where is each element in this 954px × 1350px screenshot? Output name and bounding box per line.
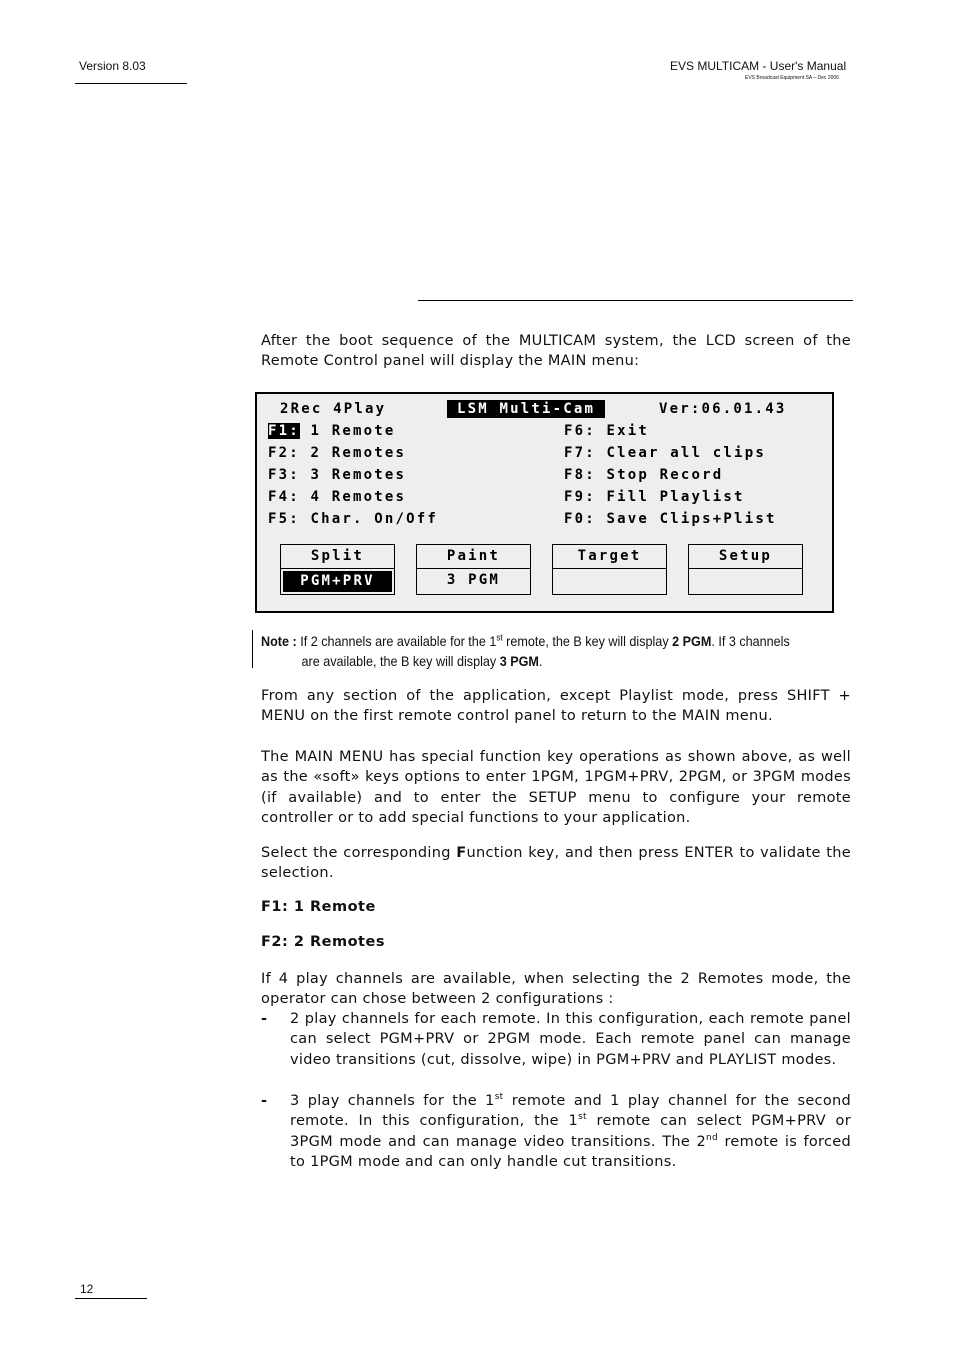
lcd-status: 2Rec 4Play [280,401,387,417]
soft-key-target-bottom [553,569,666,594]
soft-key-split [280,544,395,595]
lcd-f5: F5: Char. On/Off [268,511,439,527]
lcd-f0: F0: Save Clips+Plist [564,511,777,527]
header-manual-subtitle: EVS Broadcast Equipment SA – Dec 2006 [745,75,839,81]
lcd-screen [255,392,834,613]
bullet-item-1 [261,1009,851,1070]
soft-key-paint-top: Paint [417,545,530,569]
bullet-2-part-1: 3 play channels for the 1 [290,1093,495,1109]
page-number: 12 [80,1282,94,1296]
bullet-text-2 [290,1091,851,1172]
lcd-f1-key: F1: [268,423,300,439]
note-label: Note : [261,633,297,649]
note-text-1: If 2 channels are available for the 1 [296,633,497,649]
select-text-2: unction key, and then press ENTER to validate the selection. [261,845,852,882]
bullet-2-sup-1: st [494,1092,504,1103]
lcd-title: LSM Multi-Cam [447,400,605,418]
footer-rule [75,1298,147,1299]
soft-key-paint-bottom: 3 PGM [446,572,501,588]
bullet-2-part-3: remote can select PGM+PRV or 3PGM mode and can manage video transitions. The 2 [290,1113,851,1150]
bullet-2-sup-3: nd [706,1132,719,1143]
lcd-f6: F6: Exit [564,423,650,439]
soft-key-setup-top: Setup [689,545,802,569]
section-rule [418,300,853,301]
bullet-text-1: 2 play channels for each remote. In this configuration, each remote panel can select PGM+PRV or 2PGM mode. Each remote panel can manage video transitions (cut, dissolve, wipe) in PGM+PRV and PLAYLIST modes. [290,1011,851,1068]
note-text-4: . [538,653,543,669]
intro-paragraph: After the boot sequence of the MULTICAM system, the LCD screen of the Remote Control panel will display the MAIN menu: [261,333,851,370]
bullet-2-part-4: remote is forced to 1PGM mode and can only handle cut transitions. [290,1133,851,1170]
lcd-f2: F2: 2 Remotes [268,445,407,461]
lcd-f8: F8: Stop Record [564,467,724,483]
select-paragraph [261,843,851,884]
bullet-item-2 [261,1091,851,1172]
lcd-f9: F9: Fill Playlist [564,489,745,505]
soft-key-target [552,544,667,595]
header-left-rule [75,83,187,84]
header-version: Version 8.03 [79,59,146,73]
note-bold-1: 2 PGM [672,633,712,649]
select-bold: F [456,845,467,861]
note-text-3: . If 3 channels are available, the B key will display [301,633,790,669]
soft-key-split-top: Split [281,545,394,569]
lcd-f1-label: 1 Remote [310,423,396,439]
four-channels-paragraph: If 4 play channels are available, when selecting the 2 Remotes mode, the operator can chose between 2 configurations : [261,971,851,1008]
note-text-2: remote, the B key will display [502,633,673,649]
lcd-f7: F7: Clear all clips [564,445,766,461]
lcd-f4: F4: 4 Remotes [268,489,407,505]
note-change-bar [252,630,253,668]
bullet-dash-1: - [261,1011,268,1027]
header-manual-title: EVS MULTICAM - User's Manual [670,59,847,73]
heading-f1: F1: 1 Remote [261,899,376,915]
bullet-2-sup-2: st [578,1112,587,1123]
shift-menu-paragraph: From any section of the application, except Playlist mode, press SHIFT + MENU on the first remote control panel to return to the MAIN menu. [261,688,851,725]
lcd-f3: F3: 3 Remotes [268,467,407,483]
soft-key-target-top: Target [553,545,666,569]
heading-f2: F2: 2 Remotes [261,934,385,950]
main-menu-paragraph: The MAIN MENU has special function key operations as shown above, as well as the «soft» keys options to enter 1PGM, 1PGM+PRV, 2PGM, or 3PGM modes (if available) and to enter the SETUP menu to configure your remote controller or to add special functions to your application. [261,749,851,826]
lcd-version: Ver:06.01.43 [659,401,787,417]
soft-key-setup [688,544,803,595]
lcd-f1 [268,422,396,440]
soft-key-setup-bottom [689,569,802,594]
bullet-2-part-2: remote and 1 play channel for the second remote. In this configuration, the 1 [290,1093,851,1130]
soft-key-paint [416,544,531,595]
bullet-dash-2: - [261,1093,268,1109]
note-sup: st [496,632,503,643]
note-bold-2: 3 PGM [499,653,539,669]
soft-key-split-bottom: PGM+PRV [283,571,392,592]
select-text-1: Select the corresponding [261,845,457,861]
note-block [261,631,792,671]
